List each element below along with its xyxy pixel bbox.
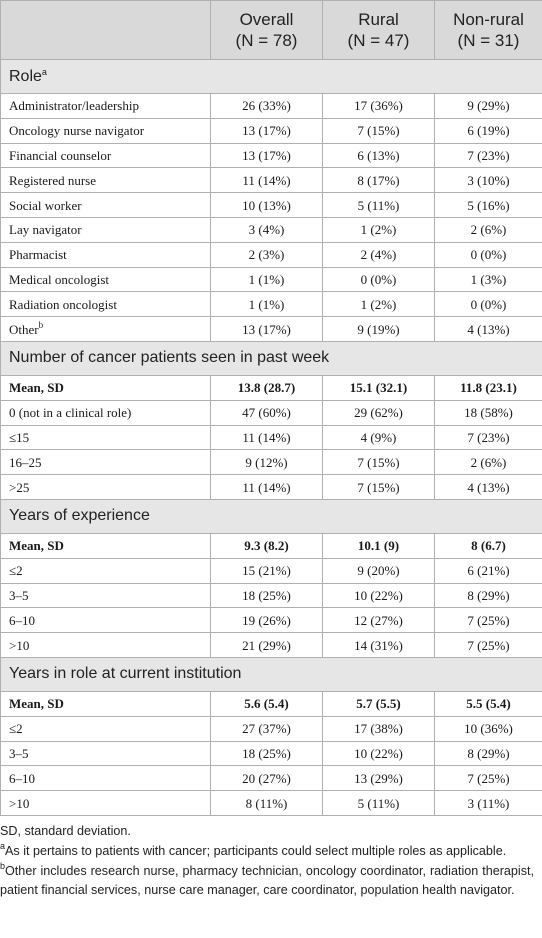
row-label-text: Other <box>9 321 39 337</box>
row-label-text: Mean, SD <box>9 380 64 396</box>
row-label-text: Pharmacist <box>9 247 67 263</box>
cell-overall: 13 (17%) <box>211 118 323 143</box>
row-label-text: Oncology nurse navigator <box>9 123 145 139</box>
row-label <box>1 766 211 791</box>
row-label <box>1 716 211 741</box>
cell-overall: 13 (17%) <box>211 317 323 342</box>
row-label <box>1 217 211 242</box>
row-label-text: 3–5 <box>9 587 29 603</box>
row-label-text: ≤2 <box>9 563 23 579</box>
cell-overall: 18 (25%) <box>211 583 323 608</box>
cell-overall: 5.6 (5.4) <box>211 691 323 716</box>
cell-rural: 10 (22%) <box>323 741 435 766</box>
section-header-row <box>1 499 542 533</box>
row-label-text: Radiation oncologist <box>9 296 117 312</box>
row-label <box>1 242 211 267</box>
header-overall <box>211 1 323 60</box>
cell-rural: 7 (15%) <box>323 475 435 500</box>
row-label <box>1 292 211 317</box>
table-row <box>1 217 542 242</box>
cell-overall: 1 (1%) <box>211 267 323 292</box>
header-overall-label: Overall <box>239 10 294 29</box>
row-label <box>1 450 211 475</box>
row-label-text: ≤15 <box>9 429 30 445</box>
cell-nonrural: 8 (29%) <box>435 741 542 766</box>
header-rural-n: (N = 47) <box>347 31 410 50</box>
cell-nonrural: 11.8 (23.1) <box>435 375 542 400</box>
row-label <box>1 558 211 583</box>
cell-nonrural: 6 (21%) <box>435 558 542 583</box>
table-row <box>1 450 542 475</box>
row-label <box>1 633 211 658</box>
header-blank-cell <box>1 1 211 60</box>
section-title-footnote-mark: a <box>41 66 47 77</box>
section-header-row <box>1 657 542 691</box>
cell-nonrural: 8 (29%) <box>435 583 542 608</box>
row-label-text: Financial counselor <box>9 147 112 163</box>
header-nonrural-label: Non-rural <box>453 10 524 29</box>
row-label-text: Medical oncologist <box>9 271 110 287</box>
section-title <box>1 60 542 94</box>
section-header-row <box>1 341 542 375</box>
cell-nonrural: 3 (10%) <box>435 168 542 193</box>
row-label-text: 6–10 <box>9 770 35 786</box>
cell-overall: 9 (12%) <box>211 450 323 475</box>
cell-overall: 27 (37%) <box>211 716 323 741</box>
cell-rural: 7 (15%) <box>323 450 435 475</box>
cell-overall: 2 (3%) <box>211 242 323 267</box>
cell-rural: 6 (13%) <box>323 143 435 168</box>
table-row <box>1 583 542 608</box>
row-label <box>1 791 211 816</box>
table-row <box>1 741 542 766</box>
row-label <box>1 143 211 168</box>
cell-nonrural: 4 (13%) <box>435 317 542 342</box>
cell-nonrural: 5.5 (5.4) <box>435 691 542 716</box>
section-title <box>1 499 542 533</box>
cell-rural: 9 (19%) <box>323 317 435 342</box>
row-label <box>1 583 211 608</box>
cell-overall: 3 (4%) <box>211 217 323 242</box>
table-row <box>1 168 542 193</box>
row-label <box>1 533 211 558</box>
table-row <box>1 766 542 791</box>
cell-nonrural: 1 (3%) <box>435 267 542 292</box>
row-label-text: Social worker <box>9 197 82 213</box>
row-label <box>1 375 211 400</box>
table-row <box>1 633 542 658</box>
table-row <box>1 193 542 218</box>
cell-overall: 11 (14%) <box>211 475 323 500</box>
footnote-b <box>0 862 534 900</box>
cell-rural: 9 (20%) <box>323 558 435 583</box>
row-label <box>1 400 211 425</box>
cell-overall: 15 (21%) <box>211 558 323 583</box>
footnote-b-mark: b <box>0 860 6 871</box>
cell-nonrural: 3 (11%) <box>435 791 542 816</box>
section-title-text: Years of experience <box>9 507 150 525</box>
table-row <box>1 608 542 633</box>
row-label <box>1 168 211 193</box>
cell-overall: 13 (17%) <box>211 143 323 168</box>
table-row <box>1 425 542 450</box>
section-title <box>1 657 542 691</box>
row-label-text: Administrator/leadership <box>9 98 139 114</box>
cell-overall: 21 (29%) <box>211 633 323 658</box>
cell-overall: 1 (1%) <box>211 292 323 317</box>
cell-overall: 11 (14%) <box>211 425 323 450</box>
row-label-text: >10 <box>9 637 30 653</box>
footnote-a <box>0 842 534 861</box>
row-label <box>1 608 211 633</box>
cell-nonrural: 5 (16%) <box>435 193 542 218</box>
cell-overall: 11 (14%) <box>211 168 323 193</box>
row-label <box>1 94 211 119</box>
row-label <box>1 267 211 292</box>
header-rural-label: Rural <box>358 10 399 29</box>
cell-overall: 10 (13%) <box>211 193 323 218</box>
section-title <box>1 341 542 375</box>
table-row <box>1 558 542 583</box>
footnote-a-mark: a <box>0 840 6 851</box>
section-title-text: Years in role at current institution <box>9 665 242 683</box>
row-label <box>1 691 211 716</box>
section-title-text: Role <box>9 67 42 85</box>
cell-rural: 5.7 (5.5) <box>323 691 435 716</box>
footnote-abbrev: SD, standard deviation. <box>0 823 131 838</box>
cell-rural: 14 (31%) <box>323 633 435 658</box>
row-label-text: >25 <box>9 479 30 495</box>
row-label-text: Lay navigator <box>9 222 82 238</box>
section-title-text: Number of cancer patients seen in past week <box>9 349 330 367</box>
table-footnotes <box>0 816 542 900</box>
cell-nonrural: 2 (6%) <box>435 217 542 242</box>
cell-rural: 5 (11%) <box>323 193 435 218</box>
row-label-text: Mean, SD <box>9 538 64 554</box>
cell-overall: 20 (27%) <box>211 766 323 791</box>
cell-nonrural: 7 (23%) <box>435 143 542 168</box>
table-row <box>1 317 542 342</box>
cell-rural: 5 (11%) <box>323 791 435 816</box>
table-row <box>1 143 542 168</box>
cell-rural: 10.1 (9) <box>323 533 435 558</box>
cell-rural: 7 (15%) <box>323 118 435 143</box>
row-label-text: 16–25 <box>9 454 42 470</box>
footnote-a-text: As it pertains to patients with cancer; participants could select multiple roles as applicable. <box>5 843 507 858</box>
cell-overall: 18 (25%) <box>211 741 323 766</box>
row-label-text: 6–10 <box>9 612 35 628</box>
row-label-text: Registered nurse <box>9 172 97 188</box>
row-label <box>1 475 211 500</box>
row-label-text: >10 <box>9 795 30 811</box>
cell-rural: 8 (17%) <box>323 168 435 193</box>
table-body <box>1 60 542 816</box>
header-rural <box>323 1 435 60</box>
cell-overall: 9.3 (8.2) <box>211 533 323 558</box>
row-label <box>1 118 211 143</box>
row-label-text: Mean, SD <box>9 696 64 712</box>
cell-nonrural: 7 (23%) <box>435 425 542 450</box>
header-nonrural-n: (N = 31) <box>457 31 520 50</box>
table-row <box>1 533 542 558</box>
cell-rural: 1 (2%) <box>323 292 435 317</box>
table-row <box>1 475 542 500</box>
section-header-row <box>1 60 542 94</box>
row-label <box>1 193 211 218</box>
cell-nonrural: 7 (25%) <box>435 766 542 791</box>
header-overall-n: (N = 78) <box>235 31 298 50</box>
table-row <box>1 791 542 816</box>
table-header-row <box>1 1 542 60</box>
row-label-text: 3–5 <box>9 745 29 761</box>
table-row <box>1 375 542 400</box>
cell-nonrural: 7 (25%) <box>435 633 542 658</box>
row-label <box>1 425 211 450</box>
cell-rural: 29 (62%) <box>323 400 435 425</box>
cell-rural: 1 (2%) <box>323 217 435 242</box>
cell-rural: 12 (27%) <box>323 608 435 633</box>
cell-rural: 2 (4%) <box>323 242 435 267</box>
cell-rural: 10 (22%) <box>323 583 435 608</box>
cell-rural: 13 (29%) <box>323 766 435 791</box>
cell-nonrural: 7 (25%) <box>435 608 542 633</box>
cell-rural: 17 (36%) <box>323 94 435 119</box>
cell-rural: 17 (38%) <box>323 716 435 741</box>
cell-nonrural: 0 (0%) <box>435 292 542 317</box>
cell-rural: 0 (0%) <box>323 267 435 292</box>
table-row <box>1 716 542 741</box>
cell-overall: 8 (11%) <box>211 791 323 816</box>
table-row <box>1 94 542 119</box>
cell-nonrural: 4 (13%) <box>435 475 542 500</box>
table-row <box>1 242 542 267</box>
row-label <box>1 317 211 342</box>
cell-overall: 13.8 (28.7) <box>211 375 323 400</box>
cell-nonrural: 9 (29%) <box>435 94 542 119</box>
table-row <box>1 118 542 143</box>
table-row <box>1 691 542 716</box>
table-row <box>1 267 542 292</box>
cell-nonrural: 6 (19%) <box>435 118 542 143</box>
cell-nonrural: 2 (6%) <box>435 450 542 475</box>
row-label-footnote-mark: b <box>38 319 44 330</box>
row-label-text: ≤2 <box>9 721 23 737</box>
table-row <box>1 292 542 317</box>
cell-nonrural: 10 (36%) <box>435 716 542 741</box>
cell-nonrural: 0 (0%) <box>435 242 542 267</box>
header-nonrural <box>435 1 542 60</box>
row-label-text: 0 (not in a clinical role) <box>9 405 132 421</box>
cell-overall: 19 (26%) <box>211 608 323 633</box>
cell-overall: 47 (60%) <box>211 400 323 425</box>
cell-rural: 15.1 (32.1) <box>323 375 435 400</box>
cell-nonrural: 18 (58%) <box>435 400 542 425</box>
footnote-b-text: Other includes research nurse, pharmacy technician, oncology coordinator, radiation therapist, patient financial services, nurse care manager, care coordinator, population health navigator. <box>0 863 534 897</box>
cell-nonrural: 8 (6.7) <box>435 533 542 558</box>
table-row <box>1 400 542 425</box>
row-label <box>1 741 211 766</box>
cell-overall: 26 (33%) <box>211 94 323 119</box>
cell-rural: 4 (9%) <box>323 425 435 450</box>
